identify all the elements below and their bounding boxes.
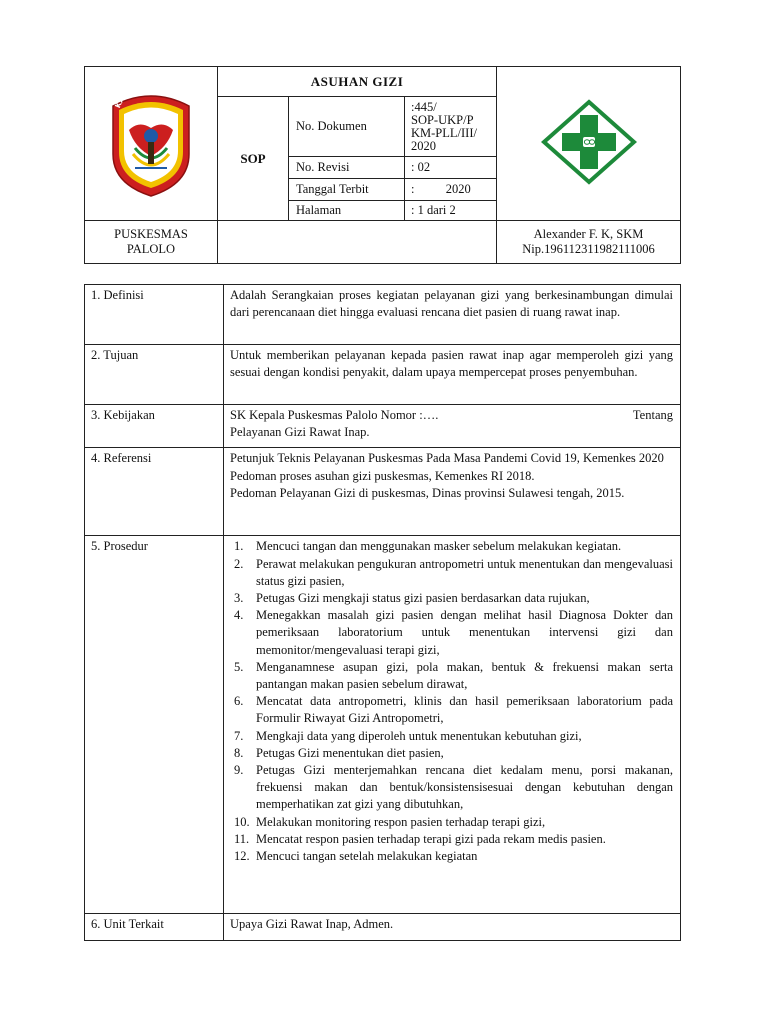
halaman-value: : 1 dari 2 (405, 201, 497, 221)
tujuan-label: 2. Tujuan (85, 345, 224, 405)
unit-terkait-text: Upaya Gizi Rawat Inap, Admen. (224, 914, 681, 940)
halaman-label: Halaman (289, 201, 405, 221)
no-dokumen-label: No. Dokumen (289, 97, 405, 157)
referensi-item: Pedoman Pelayanan Gizi di puskesmas, Dinas provinsi Sulawesi tengah, 2015. (230, 485, 625, 500)
prosedur-step: 2. Perawat melakukan pengukuran antropometri untuk menentukan dan mengevaluasi status gizi pasien, (234, 556, 673, 588)
prosedur-step: 3. Petugas Gizi mengkaji status gizi pasien berdasarkan data rujukan, (234, 591, 590, 606)
puskesmas-cross-icon (541, 99, 637, 185)
signatory-name: Alexander F. K, SKM (533, 227, 644, 241)
no-revisi-label: No. Revisi (289, 157, 405, 179)
no-revisi-value: : 02 (405, 157, 497, 179)
prosedur-steps (224, 536, 681, 914)
prosedur-step: 10. Melakukan monitoring respon pasien terhadap terapi gizi, (234, 814, 546, 829)
prosedur-step: 12. Mencuci tangan setelah melakukan kegiatan (234, 849, 478, 864)
kabupaten-sigi-emblem-icon (105, 84, 197, 200)
prosedur-step: 7. Mengkaji data yang diperoleh untuk menentukan kebutuhan gizi, (234, 728, 582, 743)
referensi-label: 4. Referensi (85, 448, 224, 536)
tanggal-terbit-label: Tanggal Terbit (289, 179, 405, 201)
tanggal-terbit-value: : 2020 (405, 179, 497, 201)
sop-label: SOP (218, 97, 289, 221)
signatory-nip: Nip.196112311982111006 (522, 242, 655, 256)
referensi-item: Pedoman proses asuhan gizi puskesmas, Kemenkes RI 2018. (230, 468, 535, 483)
kebijakan-text (224, 405, 681, 448)
kebijakan-line2: Pelayanan Gizi Rawat Inap. (230, 425, 370, 440)
prosedur-step: 5. Menganamnese asupan gizi, pola makan, bentuk & frekuensi makan serta pantangan makan pasien sebelum dirawat, (234, 659, 673, 692)
no-dokumen-value: :445/ SOP-UKP/P KM-PLL/III/ 2020 (405, 97, 497, 157)
definisi-label: 1. Definisi (85, 285, 224, 345)
prosedur-step: 9. Petugas Gizi menterjemahkan rencana diet kedalam menu, porsi makanan, frekuensi makan dan bentuk/konsistensisesuai dengan kebutuhan dengan memperhatikan zat gizi yang dibutuhkan, (234, 763, 673, 812)
sop-content-table (84, 284, 681, 941)
prosedur-step: 11. Mencatat respon pasien terhadap terapi gizi pada rekam medis pasien. (234, 831, 606, 846)
svg-text:KABUPATEN SIGI: KABUPATEN SIGI (113, 83, 183, 109)
kebijakan-sk: SK Kepala Puskesmas Palolo Nomor :…. (230, 408, 439, 422)
referensi-text (224, 448, 681, 536)
kebijakan-tentang: Tentang (632, 408, 673, 422)
referensi-item: Petunjuk Teknis Pelayanan Puskesmas Pada Masa Pandemi Covid 19, Kemenkes 2020 (230, 451, 664, 466)
org-name: PUSKESMAS PALOLO (85, 221, 218, 264)
signatory (497, 221, 681, 264)
sop-header-table (84, 66, 681, 264)
unit-terkait-label: 6. Unit Terkait (85, 914, 224, 940)
prosedur-list (230, 538, 673, 865)
definisi-text: Adalah Serangkaian proses kegiatan pelayanan gizi yang berkesinambungan dimulai dari perencanaan diet hingga evaluasi rencana diet pasien di ruang rawat inap. (224, 285, 681, 345)
left-logo-cell (85, 67, 218, 221)
prosedur-step: 4. Menegakkan masalah gizi pasien dengan melihat hasil Diagnosa Dokter dan pemeriksaan laboratorium untuk menentukan intervensi gizi dan memonitor/mengevaluasi terapi gizi, (234, 608, 673, 657)
kebijakan-label: 3. Kebijakan (85, 405, 224, 448)
document-title: ASUHAN GIZI (218, 67, 497, 97)
tujuan-text: Untuk memberikan pelayanan kepada pasien rawat inap agar memperoleh gizi yang sesuai dengan kondisi penyakit, dalam upaya mempercepat proses penyembuhan. (224, 345, 681, 405)
prosedur-label: 5. Prosedur (85, 536, 224, 914)
empty-cell (218, 221, 497, 264)
prosedur-step: 8. Petugas Gizi menentukan diet pasien, (234, 745, 444, 760)
prosedur-step: 6. Mencatat data antropometri, klinis dan hasil pemeriksaan laboratorium pada Formulir Riwayat Gizi Antropometri, (234, 694, 673, 726)
prosedur-step: 1. Mencuci tangan dan menggunakan masker sebelum melakukan kegiatan. (234, 539, 622, 554)
right-logo-cell (497, 67, 681, 221)
